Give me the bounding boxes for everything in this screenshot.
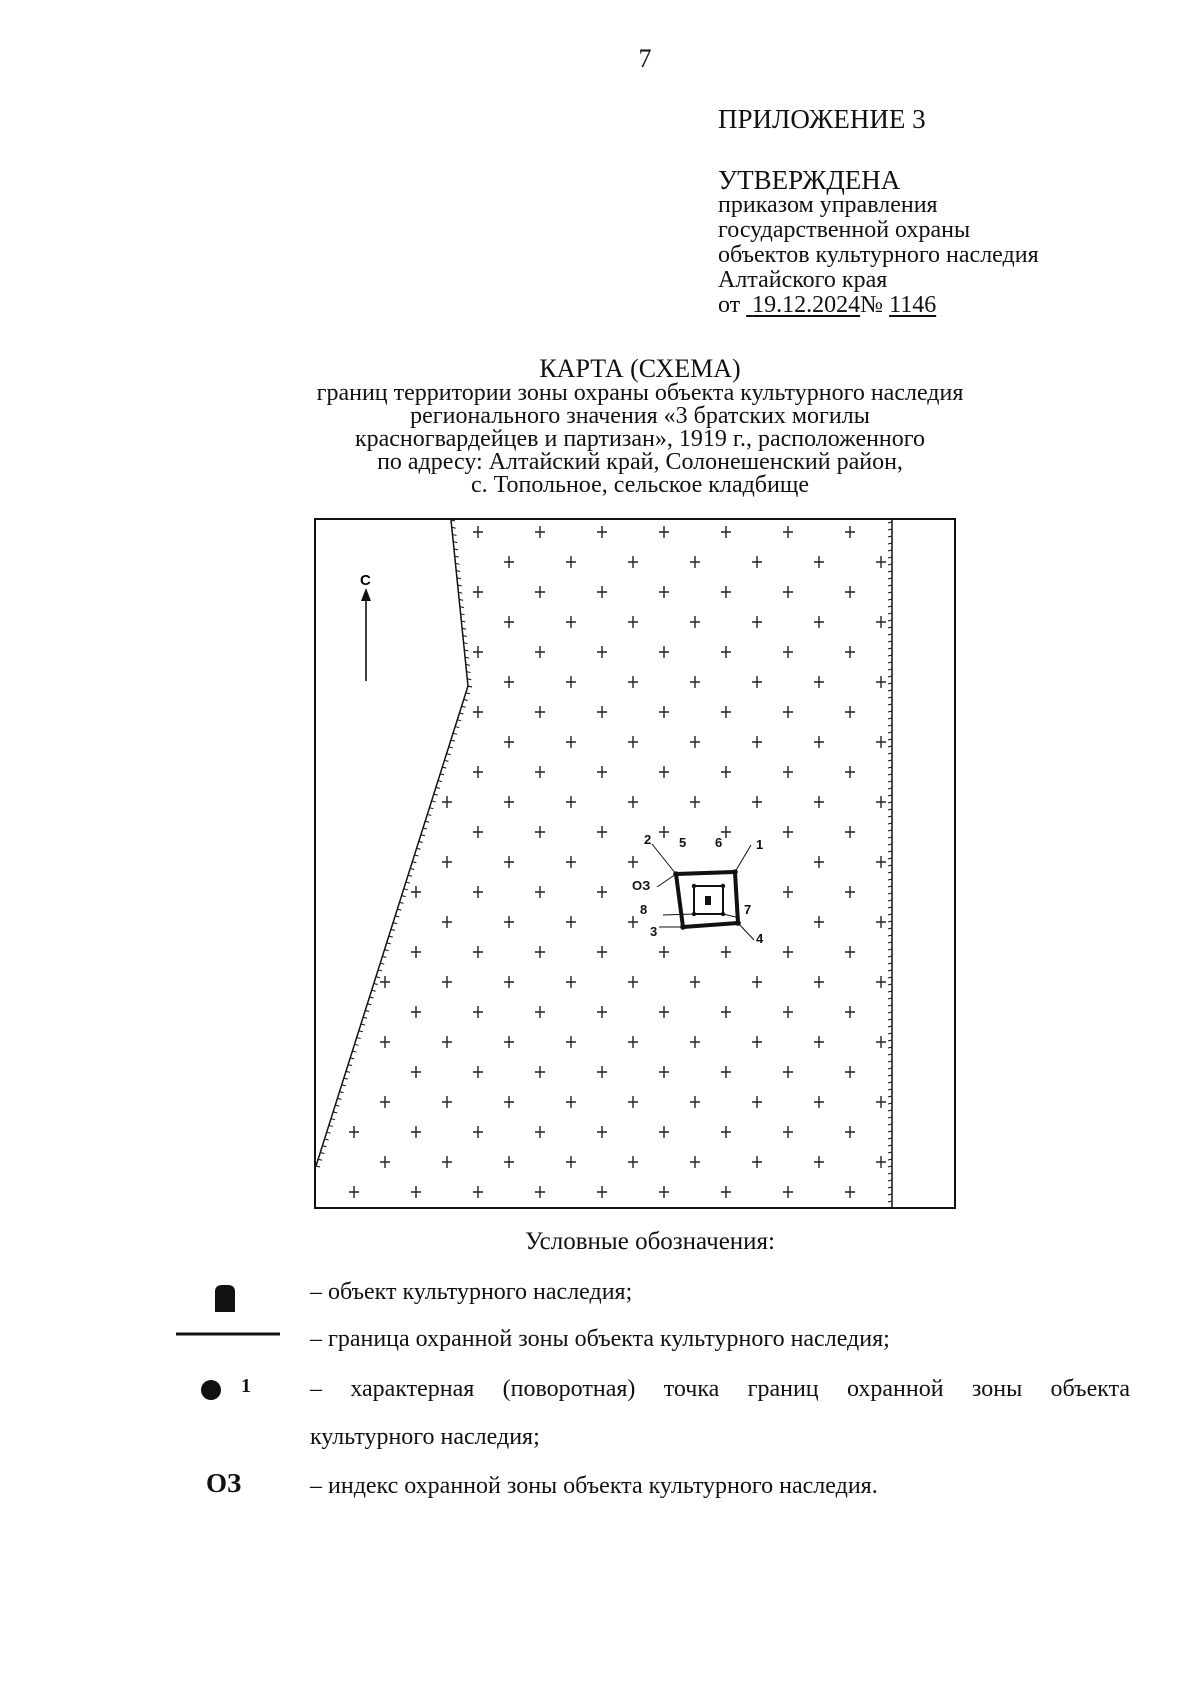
point-7-label: 7 (744, 902, 752, 917)
zone-index-symbol: ОЗ (206, 1468, 242, 1498)
point-6-label: 6 (715, 835, 723, 850)
legend-item-3: – характерная (поворотная) точка границ охранной зоны объекта (310, 1376, 1130, 1402)
appendix-label: ПРИЛОЖЕНИЕ 3 (718, 104, 926, 134)
number-prefix: № (860, 292, 884, 318)
title-line-4: по адресу: Алтайский край, Солонешенский район, (377, 449, 903, 475)
point-1-label: 1 (756, 837, 764, 852)
title-line-5: с. Топольное, сельское кладбище (471, 472, 809, 498)
point-3-label: 3 (650, 924, 658, 939)
approved-label: УТВЕРЖДЕНА (718, 165, 901, 195)
approval-line-1: приказом управления (718, 192, 938, 218)
north-label: С (360, 572, 371, 589)
page-number: 7 (638, 44, 652, 73)
legend-item-4: – индекс охранной зоны объекта культурного наследия. (310, 1473, 878, 1499)
legend-item-1: – объект культурного наследия; (310, 1279, 633, 1305)
point-5 (692, 884, 696, 888)
title-line-3: красногвардейцев и партизан», 1919 г., расположенного (354, 426, 926, 452)
approval-line-3: объектов культурного наследия (718, 242, 1039, 268)
point-icon (200, 1378, 224, 1402)
monument-icon (210, 1283, 240, 1313)
approval-block (718, 165, 1039, 318)
title-line-1: границ территории зоны охраны объекта культурного наследия (316, 380, 964, 406)
title-line-2: регионального значения «3 братских могилы (410, 403, 870, 429)
point-5-label: 5 (679, 835, 687, 850)
boundary-line-icon (176, 1331, 280, 1337)
legend-title: Условные обозначения: (524, 1228, 776, 1255)
map-title (200, 355, 1080, 497)
approval-date-line (718, 293, 1039, 318)
scheme-map (314, 518, 956, 1209)
zone-label: ОЗ (632, 878, 651, 893)
order-number: 1146 (889, 292, 937, 318)
date-prefix: от (718, 292, 741, 318)
approval-line-2: государственной охраны (718, 217, 971, 243)
point-symbol-label: 1 (241, 1375, 251, 1397)
legend-item-3-cont: культурного наследия; (310, 1424, 540, 1450)
legend-item-2: – граница охранной зоны объекта культурного наследия; (310, 1326, 890, 1352)
point-6 (721, 884, 725, 888)
point-4-label: 4 (756, 931, 764, 946)
map-heading: КАРТА (СХЕМА) (539, 354, 741, 383)
approval-line-4: Алтайского края (718, 267, 888, 293)
order-date: 19.12.2024 (752, 292, 861, 318)
monument-icon (705, 896, 711, 905)
point-2-label: 2 (644, 832, 652, 847)
point-8-label: 8 (640, 902, 648, 917)
